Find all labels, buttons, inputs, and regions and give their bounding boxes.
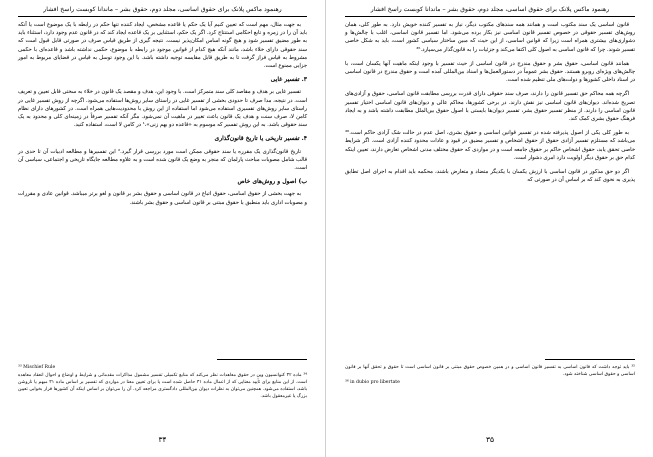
paragraph: اگرچه همه محاکم حق تفسیر قانون را دارند، صرف سند حقوقی دارای قدرت بررسی مطابقت قانون اساسی، حقوق و آزادی‌های تصریح شده‌اند. دیوان‌های قانون اساسی نیز نقش دارند. در برخی کشورها، محاکم عالی و دیوان‌های قانون اساسی اختیار تفسیر قانون اساسی را دارند. از منظر تفسیر حقوق بشر، تفسیر دیوان‌ها بایستی با اصول حقوق بین‌الملل مطابقت داشته باشد و به ایجاد فرهنگ حقوق بشری کمک کند. (345, 91, 635, 123)
paragraph: همانند قانون اساسی، حقوق بشر و حقوق مندرج در قانون اساسی از حیث تفسیر با وجود اینکه ماهیت آنها یکسان است، با چالش‌های ویژه‌ای روبرو هستند. حقوق بشر عموماً در دستورالعمل‌ها و اسناد بین‌المللی آمده است و حقوق مندرج در قانون اساسی در اسناد داخلی کشورها و دولت‌های ملی تنظیم شده است. (345, 60, 635, 84)
right-page (327, 0, 653, 457)
footnotes (18, 359, 307, 401)
page-number: ۳۵ (485, 435, 495, 444)
footnote-rule (217, 359, 307, 360)
paragraph: قانون اساسی یک سند مکتوب است و همانند همه سندهای مکتوب دیگر، نیاز به تفسیر کننده خویش دارد. به طور کلی، همان روش‌های تفسیر حقوقی در خصوص تفسیر قانون اساسی نیز بکار برده می‌شود. اما تفسیر قانون اساسی، اغلب با چالش‌ها و دشواری‌های بیشتری همراه است زیرا که قوانین اساسی، از این حیث که مبین ساختار سیاسی کشور است، باید به شکل خاصی تفسیر شوند. چرا که قانون اساسی به اصول کلی اکتفا می‌کند و جزئیات را به قانون‌گذار می‌سپارد.³⁵ (345, 22, 635, 53)
section-heading: ۴. تفسیر تاریخی یا تاریخ قانون‌گذاری (214, 135, 307, 143)
running-header: رهنمود ماکس پلانک برای حقوق اساسی، مجلد دوم، حقوق بشر – ماندانا کوبست راسخ افشار (370, 6, 610, 13)
header-rule (345, 16, 635, 17)
paragraph: به جهت بخشی از حقوق اساسی، حقوق اتباع در قانون اساسی و حقوق بشر بر قانون و لغو برتر میباشد. قوانین عادی و مقررات و مصوبات اداری باید منطبق با حقوق مبتنی بر قانون اساسی و حقوق بشر باشند. (18, 191, 307, 206)
section-heading: ۳. تفسیر غایی (270, 76, 307, 84)
paragraph: به طور کلی یکی از اصول پذیرفته شده در تفسیر قوانین اساسی و حقوق بشری، اصل عدم در حالت شک آزادی حاکم است.³⁶ می‌باشد که مستلزم تفسیر آزادی حقوق از حقوق اشخاص و تفسیر مضیق در قیود و عادات محدود کننده آزادی است. اگر شرایط خاصی تحقق یابد، حقوق اشخاص حاکم بر حقوق جامعه است و در مواردی که حقوق مختلف مدنی اشخاص تعارض دارند، تعیین اینکه کدام حق بر حقوق دیگر اولویت دارد امری دشوار است. (345, 130, 635, 161)
footnote: ³⁵ باید توجه داشت که قانون اساسی به تفسیر قانون اساسی و در همین خصوص حقوق مبتنی بر قانون اساسی است تا حقوق و تحقق آنها بر قانون اساسی و حقوق اساسی شناخته شود. (345, 365, 635, 377)
footnotes (345, 359, 635, 387)
page-body (345, 21, 635, 184)
footnote-rule (545, 359, 635, 360)
running-header: رهنمود ماکس پلانک برای حقوق اساسی، مجلد دوم، حقوق بشر – ماندانا کوبست راسخ افشار (43, 6, 282, 13)
footnote: ³⁶ in dubio pro libertate (345, 380, 400, 385)
paragraph: اگر دو حق مذکور در قانون اساسی با ارزش یکسان با یکدیگر متضاد و متعارض باشند، محکمه باید اقدام به اجرای اصل تطابق پذیری به نحوی کند که بر اساس آن در صورتی که (345, 169, 635, 184)
page-number: ۳۴ (158, 435, 167, 444)
section-heading: ب) اصول و روش‌های خاص (237, 178, 307, 186)
paragraph: به جهت مثال، مهم است که تعیین کنیم آیا یک حکم یا قاعده مشخص، ایجاد کننده تنها حکم در رابطه با یک موضوع است یا آنکه باید آن را در زمره و تابع احکامی استنتاج کرد. اگر یک حکم، استثنایی بر یک قاعده ایجاد کند که در قانون عدم وجود دارد، استثناء باید به طور مضیق تفسیر شود و هیچ گونه اساس امکان‌پذیر نیست. نتیجه گیری از طریق قیاس صرف در صورتی قابل قبول است که سند حقوقی دارای خلاء باشد، مانند آنکه هیچ کدام از قوانین موجود در رابطه با موضوع، حکمی نداشته باشد و قاعده‌ای با حکمی مشروط ‌به قیاس فراز گرفت تا به طریق قابل مقایسه توجیه داشته باشد. با این وجود توسل به قیاس در قضایای مربوط به امور جزایی ممنوع است. (18, 22, 307, 70)
footnote: ³³ Mischief Rule (18, 365, 56, 370)
footnote: ³⁴ ماده ۳۲ کنوانسیون وین در حقوق معاهدات نظر می‌کند که منابع تکمیلی تفسیر مشمول مذاکرات مقدماتی و شرایط و اوضاع و احوال انعقاد معاهده است. از این منابع برای تأیید معنایی که از اعمال ماده ۳۱ حاصل شده است یا برای تعیین معنا در مواردی که تفسیر بر اساس ماده ۳۱ مبهم یا ناروشن باشد، استفاده می‌شود. همچنین می‌توان به نظرات دیوان بین‌المللی دادگستری مراجعه کرد. آن را می‌توان بر اساس اینکه آن کشورها قرار بخوابی تعیین بزرگ یا غیرمعقول باشد. (18, 373, 308, 399)
paragraph: تفسیر غایی بر هدف و مقاصد کلی سند متمرکز است. با وجود این، هدف و مقصد یک قانون در خلاء به سختی قابل تعیین و تعریف است. در نتیجه، مدا صرف تا حدودی بخشی از تفسیر غایی در راستای سایر روش‌ها استفاده می‌شود. اگرچه از روش تفسیر غایی در راستای سایر روش‌های تفسیری استفاده می‌شود اما استفاده از این روش با محدودیت‌هایی همراه است. در کشورهای دارای نظام کامن لا، صرف سنت و هدف یک قانون باعث تغییر در ماهیت آن نمی‌شود. مگر آنکه تفسیر صرفاً در زمینه‌ای کلی و محدود به یک سند حقوقی باشد. به این روش تفسیر که موسوم به «قاعده دو بهم زنی»،¹ در کامن لا است، استفاده کنید. (18, 89, 307, 129)
paragraph: تاریخ قانون‌گذاری یک مقرره یا سند حقوقی ممکن است مورد بررسی قرار گیرد.² این تفسیرها و مطالعه ادبیات آن تا حدی در قالب شامل مصوبات مباحث پارلمان که منجر به وضع یک قانون شده است و به علاوه مطالعه جایگاه تاریخی و اجتماعی، سیاسی آن است. (18, 148, 307, 172)
header-rule (18, 16, 307, 17)
page-body (18, 21, 307, 207)
left-page (0, 0, 326, 457)
